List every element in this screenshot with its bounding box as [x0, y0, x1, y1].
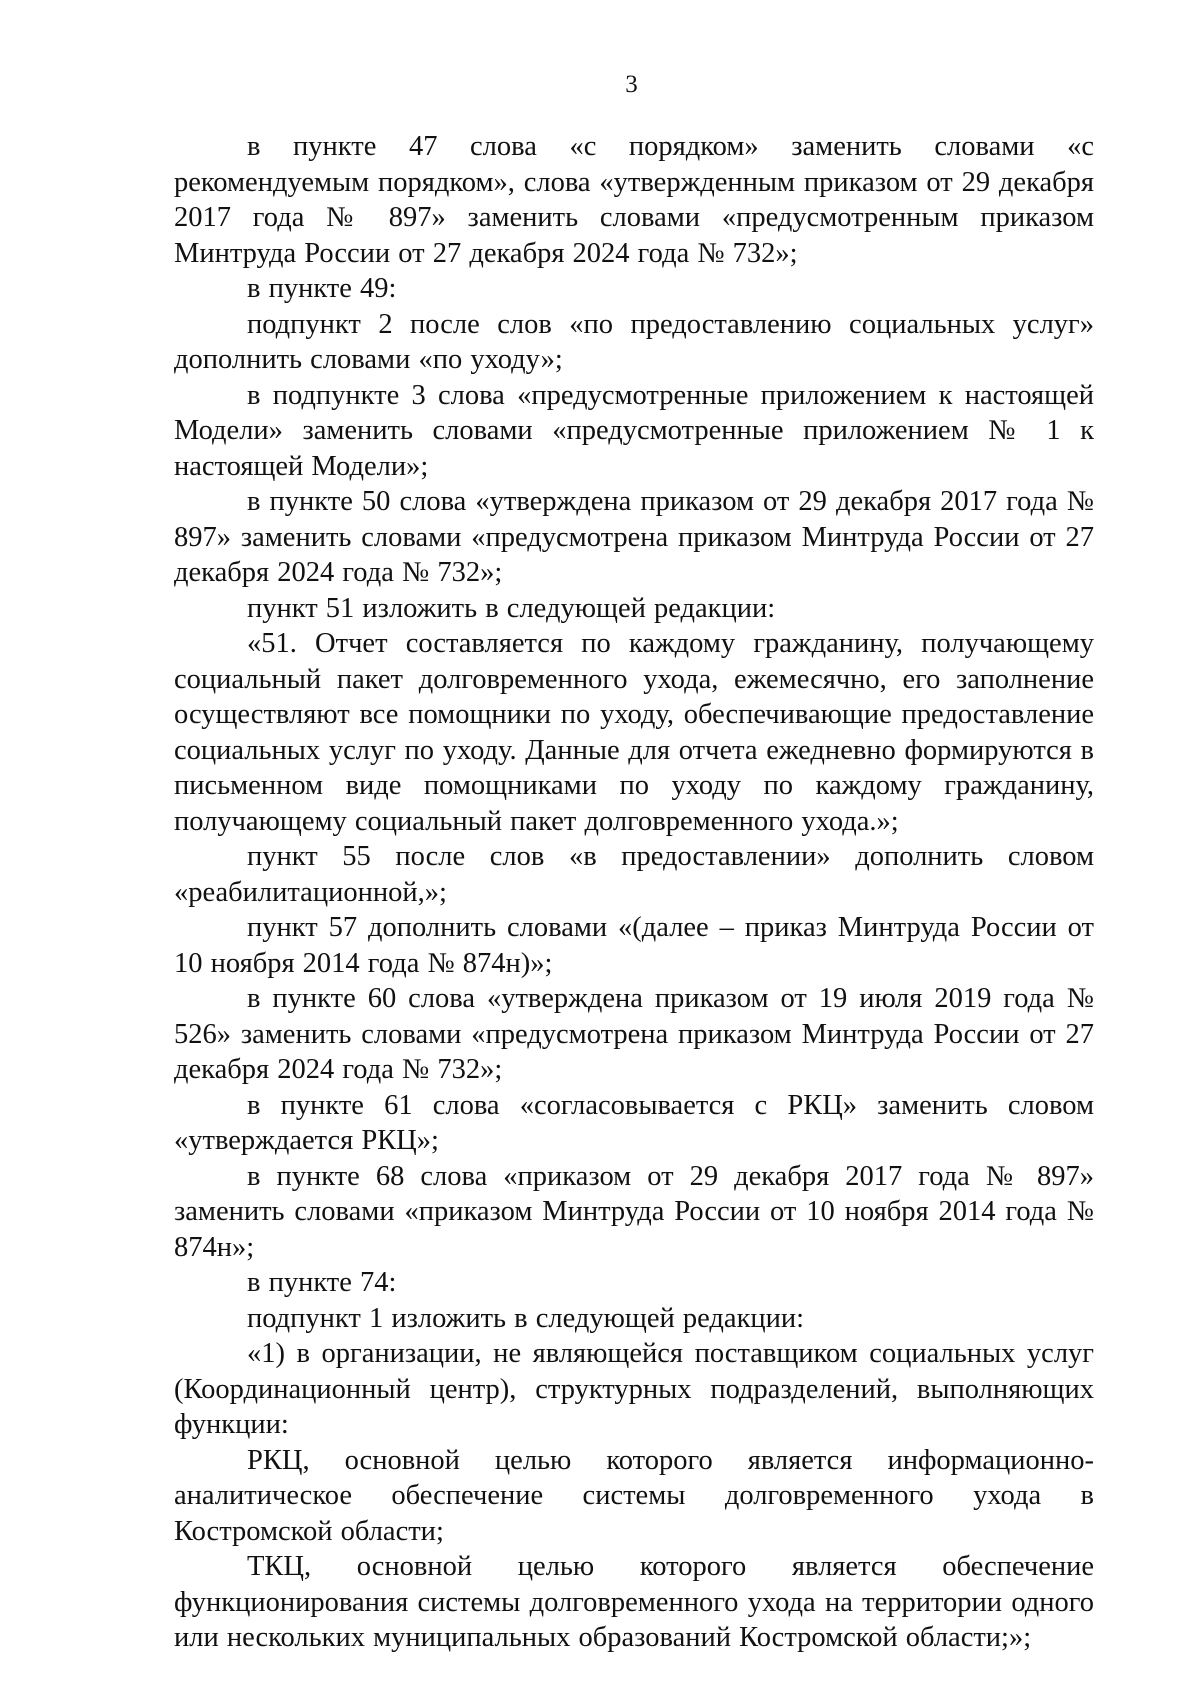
paragraph-item-51-text: «51. Отчет составляется по каждому гражданину, получающему социальный пакет долговременного ухода, ежемесячно, его заполнение осуществляют все помощники по уходу, обеспечивающие предоставление социальных услуг по уходу. Данные для отчета ежедневно формируются в письменном виде помощниками по уходу по каждому гражданину, получающему социальный пакет долговременного ухода.»; [174, 628, 1094, 837]
paragraph-item-60: в пункте 60 слова «утверждена приказом от 19 июля 2019 года № 526» заменить словами «предусмотрена приказом Минтруда России от 27 декабря 2024 года № 732»; [174, 983, 1094, 1085]
paragraph-item-61: в пункте 61 слова «согласовывается с РКЦ» заменить словом «утверждается РКЦ»; [174, 1089, 1094, 1156]
paragraph-item-74-heading: в пункте 74: [247, 1267, 397, 1298]
paragraph-item-68: в пункте 68 слова «приказом от 29 декабря 2017 года № 897» заменить словами «приказом Минтруда России от 10 ноября 2014 года № 874н»; [174, 1160, 1094, 1263]
paragraph-subitem-1-text: «1) в организации, не являющейся поставщиком социальных услуг (Координационный центр), структурных подразделений, выполняющих функции: [174, 1338, 1094, 1440]
paragraph-rkc: РКЦ, основной целью которого является информационно-аналитическое обеспечение системы долговременного ухода в Костромской области; [174, 1444, 1094, 1547]
paragraph-item-47: в пункте 47 слова «с порядком» заменить словами «с рекомендуемым порядком», слова «утвержденным приказом от 29 декабря 2017 года № 897» заменить словами «предусмотренным приказом Минтруда России от 27 декабря 2024 года № 732»; [174, 131, 1094, 269]
page-number: 3 [625, 71, 638, 98]
paragraph-subitem-2: подпункт 2 после слов «по предоставлению социальных услуг» дополнить словами «по уходу»; [174, 308, 1094, 375]
paragraph-subitem-3: в подпункте 3 слова «предусмотренные приложением к настоящей Модели» заменить словами «предусмотренные приложением № 1 к настоящей Модели»; [174, 379, 1094, 482]
paragraph-tkc: ТКЦ, основной целью которого является обеспечение функционирования системы долговременного ухода на территории одного или нескольких муниципальных образований Костромской области;»; [174, 1551, 1094, 1653]
paragraph-item-49-heading: в пункте 49: [247, 273, 397, 304]
paragraph-item-51-heading: пункт 51 изложить в следующей редакции: [247, 592, 776, 624]
document-body [174, 129, 1094, 1656]
paragraph-item-57: пункт 57 дополнить словами «(далее – приказ Минтруда России от 10 ноября 2014 года № 874н)»; [174, 912, 1094, 979]
paragraph-subitem-1-heading: подпункт 1 изложить в следующей редакции: [247, 1302, 805, 1334]
paragraph-item-55: пункт 55 после слов «в предоставлении» дополнить словом «реабилитационной,»; [174, 841, 1094, 908]
paragraph-item-50: в пункте 50 слова «утверждена приказом от 29 декабря 2017 года № 897» заменить словами «предусмотрена приказом Минтруда России от 27 декабря 2024 года № 732»; [174, 486, 1094, 588]
